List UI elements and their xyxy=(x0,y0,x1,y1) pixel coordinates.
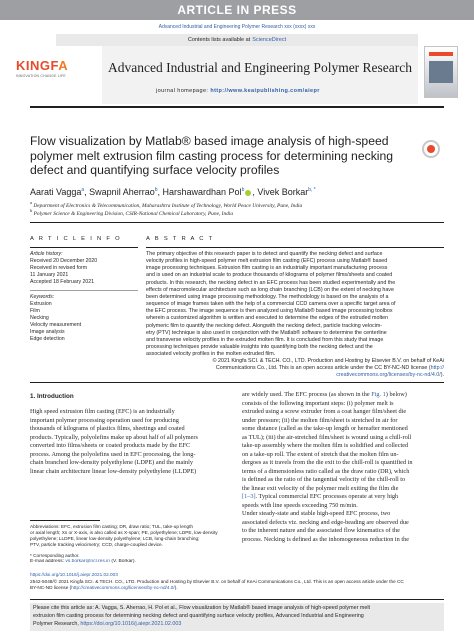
journal-title: Advanced Industrial and Engineering Polymer Research xyxy=(108,60,413,75)
citation-line: extrusion film casting process for determining necking defect and quantifying surface velocity profiles, Advanced Industrial and Engineering xyxy=(33,612,364,619)
license-text: 2542-5048/© 2021 Kingfa SCI. & TECH. CO., LTD. Production and Hosting by Elsevier B.V. on behalf of KeAi Communications Co., Ltd. This is an open access article under the CC xyxy=(30,579,404,584)
intro-left-line: linear chain architecture linear low-density polyethylene (LLDPE) xyxy=(30,467,197,475)
history-item: Accepted 18 February 2021 xyxy=(30,279,95,285)
intro-right-line xyxy=(242,391,444,400)
license-line xyxy=(30,585,444,591)
affiliation-sup: a xyxy=(30,200,32,205)
section-heading-introduction: 1. Introduction xyxy=(30,393,74,400)
email-end: (V. Borkar). xyxy=(111,559,136,564)
footnote-abbreviation-line: polyethylene; LLDPE, linear low-density polyethylene; LCB, long-chain branching; xyxy=(30,536,200,541)
body-text: . Typical commercial EFC processes operate at very high xyxy=(255,493,399,500)
intro-right-line: as TUL); (iii) the air-stretched film/sheet is wound using a chill-roll xyxy=(242,433,412,441)
intro-right-line: the linear exit velocity of the polymer melt exiting the film die xyxy=(242,484,399,492)
affiliation-text: Polymer Science & Engineering Division, CSIR-National Chemical Laboratory, Pune, India xyxy=(33,210,234,217)
author-sup: b, * xyxy=(308,187,316,193)
logo-text-a: KINGF xyxy=(16,58,59,73)
intro-left-line: chain branched low-density polyethylene (LDPE) and the mainly xyxy=(30,459,193,466)
banner-text: ARTICLE IN PRESS xyxy=(177,3,297,17)
author-name[interactable]: Vivek Borkar xyxy=(257,187,309,197)
author-name[interactable]: Harshawardhan Pol xyxy=(162,187,242,197)
abstract-license xyxy=(146,365,444,371)
license-text: ). xyxy=(174,585,178,590)
footnote-abbreviation-line: Abbreviations: EFC, extrusion film casting; DR, draw ratio; TUL, take-up length xyxy=(30,524,194,529)
article-in-press-banner xyxy=(0,0,474,20)
title-line: polymer melt extrusion film casting process for determining necking xyxy=(30,148,394,163)
doi-link[interactable]: https://doi.org/10.1016/j.aiepr.2021.02.003 xyxy=(30,572,118,577)
intro-right-line: is defined as the ratio of the tangential velocity of the chill-roll to xyxy=(242,476,406,483)
citation-line: Please cite this article as: A. Vagga, S. Aherrao, H. Pol et al., Flow visualization by Matlab® based image analysis of high-speed polymer melt xyxy=(33,605,371,611)
masthead-main xyxy=(16,46,418,104)
body-text: are widely used. The EFC process (as shown in the xyxy=(242,391,372,398)
title-line: Flow visualization by Matlab® based image analysis of high-speed xyxy=(30,134,389,148)
citation-doi-link[interactable]: https://doi.org/10.1016/j.aiepr.2021.02.003 xyxy=(80,620,182,627)
kingfa-logo xyxy=(16,46,102,112)
intro-right-line: associated defects viz. necking and edge-beading are observed due xyxy=(242,518,409,526)
citation-link[interactable]: [1–3] xyxy=(242,493,256,500)
intro-right-line: some distance (called as the take-up length or hereafter mentioned xyxy=(242,425,408,432)
intro-left-line: important polymer processing operation used for producing xyxy=(30,416,179,424)
article-info-heading: A R T I C L E I N F O xyxy=(30,236,122,242)
title-line: defect and quantifying surface velocity profiles xyxy=(30,163,280,177)
abstract-line: the EFC process. The image sequence is then analyzed using Matlab® based image processing toolbox xyxy=(146,308,393,315)
author-name[interactable]: Swapnil Aherrao xyxy=(89,187,155,197)
masthead-rule xyxy=(30,106,444,108)
intro-right-line: consists of the following important steps: (i) polymer melt is xyxy=(242,399,394,407)
email-label: E-mail address: xyxy=(30,559,64,564)
abstract-line: etry (PTV) technique is also used in conjunction with the Matlab® software to determine the centerline xyxy=(146,329,387,336)
history-item: Received 20 December 2020 xyxy=(30,258,98,264)
abstract-heading: A B S T R A C T xyxy=(146,236,214,242)
license-link[interactable]: http:// xyxy=(430,365,444,371)
intro-right-line: to the inherent nature and the associated flow kinematics of the xyxy=(242,527,400,534)
abstract-license-link xyxy=(146,372,444,378)
citation-line xyxy=(33,621,441,629)
intro-right-line: process. Necking is defined as the inhomogeneous reduction in the xyxy=(242,535,409,543)
abstract-rule xyxy=(146,247,444,248)
keyword: Velocity measurement xyxy=(30,322,82,328)
abstract-copyright xyxy=(146,358,444,364)
footnote-corresponding: * Corresponding author. xyxy=(30,553,80,558)
keywords-label: Keywords: xyxy=(30,294,55,300)
intro-left-line: products. Typically, polyolefins make up about half of all polymers xyxy=(30,433,198,441)
affiliation xyxy=(30,208,233,217)
keyword: Extrusion xyxy=(30,301,52,307)
keywords-rule xyxy=(30,290,138,291)
journal-cover-thumbnail[interactable] xyxy=(424,46,458,98)
intro-left-line: process. Among the polyolefins used in EFC processing, the long- xyxy=(30,450,196,458)
affiliation-sup: b xyxy=(30,208,33,213)
copyright-text: ). xyxy=(440,372,444,378)
author-name[interactable]: Aarati Vagga xyxy=(30,187,82,197)
affiliation-text: Department of Electronics & Telecommunication, Maharashtra Institute of Technology, World Peace University, Pune, India xyxy=(33,202,303,209)
footnote-abbreviation-line: PTV, particle tracking velocimetry; CCD, charge-coupled device. xyxy=(30,542,163,547)
intro-right-line: speeds with line speeds exceeding 750 m/min. xyxy=(242,501,358,509)
logo-text-b: A xyxy=(58,58,69,73)
keyword: Edge detection xyxy=(30,336,65,342)
author-sup: b xyxy=(154,187,158,193)
email-link[interactable]: vs.borkar@ncl.res.in xyxy=(65,559,110,564)
license-link[interactable]: http://creativecommons.org/licenses/by-nc-nd/4.0/ xyxy=(71,585,175,590)
abstract-line: and is used on an industrial scale to produce thousands of kilograms of polymer films/sheets and coated xyxy=(146,272,393,279)
abstract-line: products. In this research, the necking defect in an EFC process has been studied experimentally and the xyxy=(146,279,396,286)
contents-prefix: Contents lists available at xyxy=(187,37,251,43)
homepage-prefix: journal homepage: xyxy=(156,88,209,94)
footnote-abbreviation-line: or axial length; Xs or X-axis, is also called as X-span; PE, polyethylene; LDPE, low-density xyxy=(30,530,218,535)
abstract-line: associated velocity profiles in the molten extruded film. xyxy=(146,351,276,358)
homepage-link[interactable]: http://www.keaipublishing.com/aiepr xyxy=(210,88,320,94)
journal-reference: Advanced Industrial and Engineering Polymer Research xxx (xxxx) xxx xyxy=(158,24,316,30)
body-text: ) below) xyxy=(385,391,407,398)
abstract-line: wherein a customized algorithm is written and executed to determine the edges of the extruded molten xyxy=(146,315,389,322)
info-rule xyxy=(30,247,138,248)
intro-right-line xyxy=(242,493,444,502)
keyword: Necking xyxy=(30,315,49,321)
citation-rule xyxy=(30,599,444,600)
keyword: Film xyxy=(30,308,40,314)
license-text: BY-NC-ND license ( xyxy=(30,585,72,590)
history-item: Received in revised form xyxy=(30,265,88,271)
author-sup: a xyxy=(81,187,85,193)
copyright-text: Communications Co., Ltd. This is an open access article under the CC BY-NC-ND license ( xyxy=(215,365,431,371)
journal-homepage xyxy=(156,88,320,94)
header-rule xyxy=(30,222,444,223)
intro-left-line: thousands of kilograms of plastics films, sheetings and coated xyxy=(30,425,185,432)
intro-right-line: on a take-up roll. The extent of stretch that the molten film un- xyxy=(242,450,399,458)
intro-right-line: extruded using a screw extruder from a coat hanger film/sheet die xyxy=(242,408,407,415)
intro-right-line: under pressure; (ii) the molten film/sheet is stretched in air for xyxy=(242,416,398,424)
citation-text: Polymer Research, xyxy=(33,620,79,627)
crossmark-icon[interactable] xyxy=(422,140,440,158)
abstract-line: velocity profiles in high-speed polymer melt extrusion film casting (EFC) process using Matlab® based xyxy=(146,258,388,265)
abstract-line: processing techniques provide valuable insights into quantifying both the necking defect and the xyxy=(146,343,373,350)
abstract-line: polymeric film to quantify the necking defect. Alongwith the necking defect, particle tracking velocim- xyxy=(146,322,383,329)
footnote-rule xyxy=(30,520,100,521)
citation-box xyxy=(30,603,444,631)
logo-tagline: INNOVATION CHANGE LIFE xyxy=(16,74,66,78)
intro-right-line: terms of a dimensionless ratio called as the draw ratio (DR), which xyxy=(242,467,410,475)
copyright-text: © 2021 Kingfa SCI. & TECH. CO., LTD. Production and Hosting by Elsevier B.V. on behalf of KeAi xyxy=(212,358,444,364)
abstract-line: effects of macromolecular architecture such as long chain branching (LCB) on the extent of necking have xyxy=(146,286,394,293)
abstract-line: been determined using image processing methodology. The methodology is based on the analysis of a xyxy=(146,293,389,300)
contents-list-bar xyxy=(56,34,418,46)
license-link[interactable]: creativecommons.org/licenses/by-nc-nd/4.0/ xyxy=(336,372,441,378)
journal-masthead xyxy=(16,34,418,104)
abstract-line: and transverse velocity profiles in the extruded molten film. It is concluded from this study that image xyxy=(146,336,384,343)
logo-wordmark xyxy=(16,58,68,73)
author-sup: b xyxy=(241,187,245,193)
history-label: Article history: xyxy=(30,251,63,257)
sciencedirect-link[interactable]: ScienceDirect xyxy=(252,37,287,43)
intro-right-line: dergoes as it travels from the die exit to the chill-roll is quantified in xyxy=(242,459,413,466)
intro-right-line: Under steady-state and stable high-speed EFC process, two xyxy=(242,510,391,517)
intro-left-line: converted into films/sheets or coated products made by the EFC xyxy=(30,442,191,449)
orcid-icon[interactable] xyxy=(245,190,251,196)
history-item: 11 January 2021 xyxy=(30,272,69,278)
abstract-bottom-rule xyxy=(30,382,444,383)
author-list: Aarati Vagga$^a$, Swapnil Aherrao$^b$, Harshawardhan Pol$^b$ , Vivek Borkar$^{b, *}$ xyxy=(30,187,316,197)
abstract-line: The primary objective of this research paper is to detect and quantify the necking defect and surface xyxy=(146,251,383,257)
intro-left-line: High speed extrusion film casting (EFC) is an industrially xyxy=(30,408,175,415)
article-title xyxy=(30,134,420,178)
abstract-line: image processing techniques. Extrusion film casting is an industrially important manufacturing process xyxy=(146,265,388,272)
footnote-email xyxy=(30,559,232,565)
figure-link[interactable]: Fig. 1 xyxy=(371,391,386,398)
keyword: Image analysis xyxy=(30,329,65,335)
abstract-line: sequence of image frames taken with the help of a commercial CCD camera over a specific target area of xyxy=(146,301,396,308)
doi-line xyxy=(30,572,444,578)
intro-right-line: take-up assembly where the molten film is solidified and collected xyxy=(242,442,409,449)
